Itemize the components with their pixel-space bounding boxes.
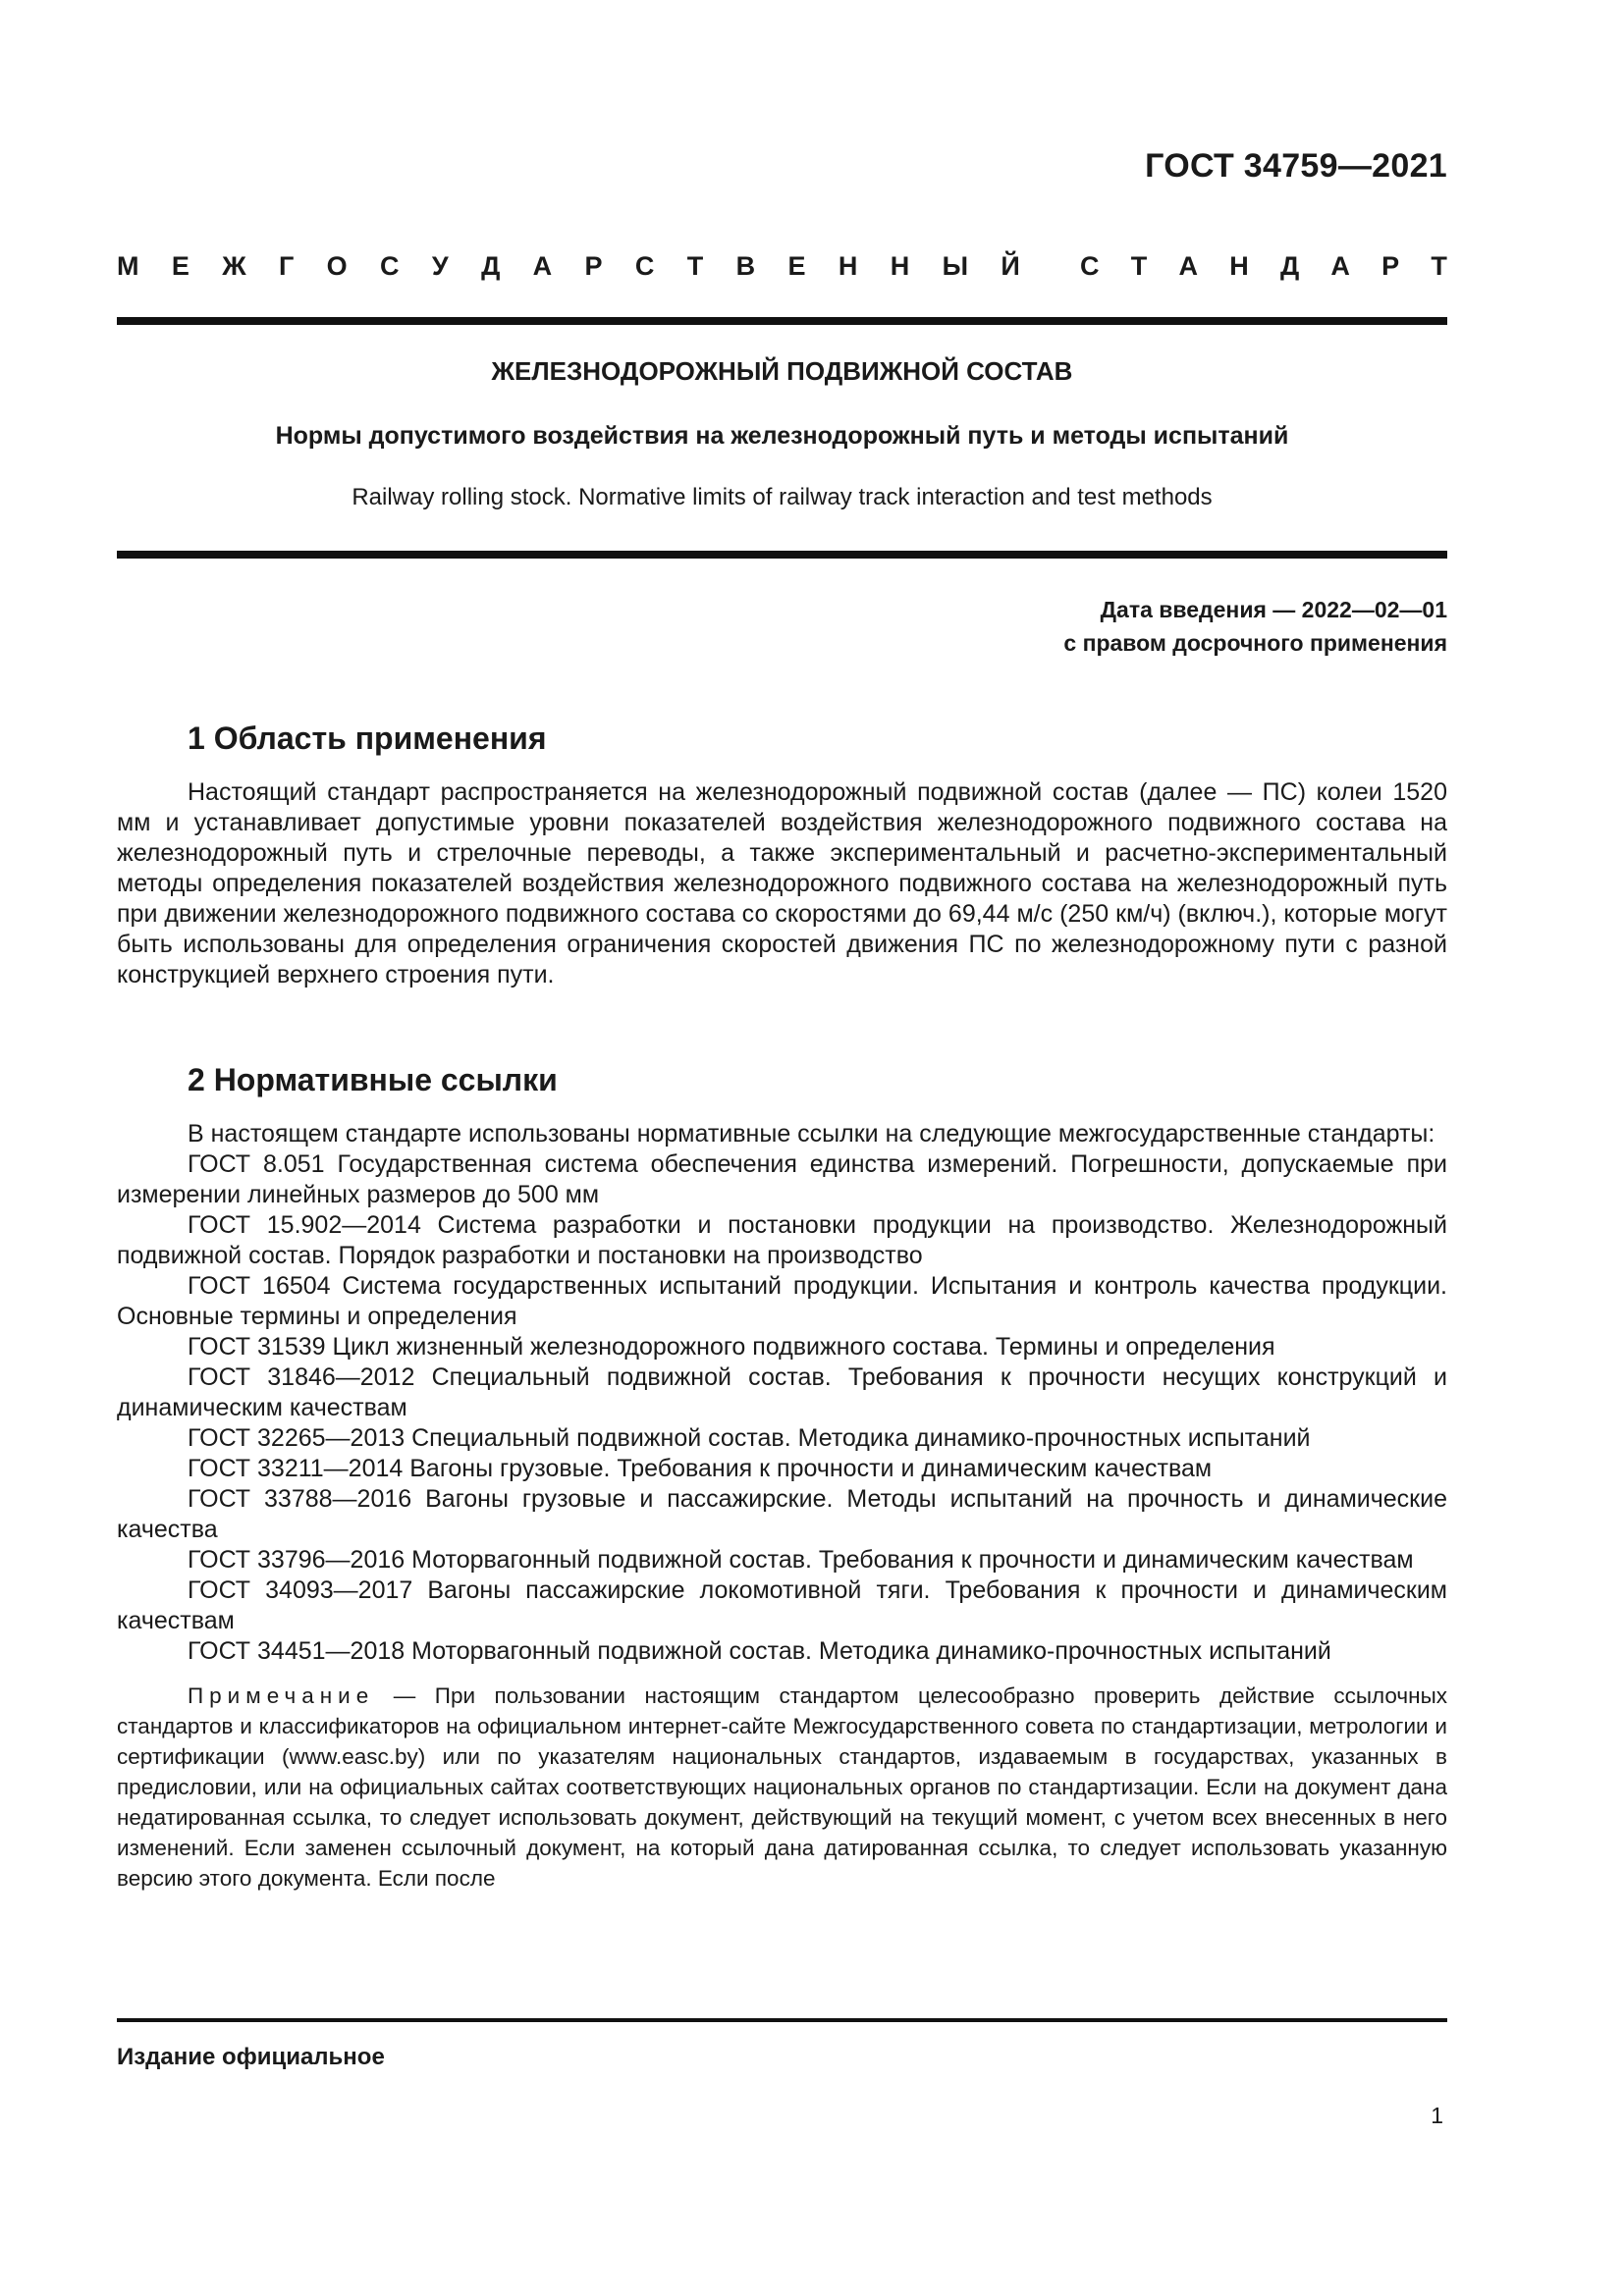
document-subtitle: Нормы допустимого воздействия на железнодорожный путь и методы испытаний	[275, 422, 1289, 450]
reference-item: ГОСТ 34093—2017 Вагоны пассажирские локомотивной тяги. Требования к прочности и динамическим качествам	[117, 1576, 1447, 1634]
official-edition-label: Издание официальное	[117, 2044, 385, 2070]
reference-item: ГОСТ 16504 Система государственных испытаний продукции. Испытания и контроль качества продукции. Основные термины и определения	[117, 1272, 1447, 1330]
early-application-note: с правом досрочного применения	[1063, 630, 1447, 656]
references-intro: В настоящем стандарте использованы нормативные ссылки на следующие межгосударственные стандарты:	[188, 1120, 1435, 1148]
reference-item: ГОСТ 31846—2012 Специальный подвижной состав. Требования к прочности несущих конструкций и динамическим качествам	[117, 1363, 1447, 1421]
introduction-date-block	[1063, 593, 1447, 660]
standard-word: С Т А Н Д А Р Т	[1080, 251, 1447, 281]
top-rule	[117, 317, 1447, 325]
introduction-date: Дата введения — 2022—02—01	[1100, 597, 1447, 622]
document-title: ЖЕЛЕЗНОДОРОЖНЫЙ ПОДВИЖНОЙ СОСТАВ	[491, 356, 1073, 386]
reference-item: ГОСТ 15.902—2014 Система разработки и постановки продукции на производство. Железнодорожный подвижной состав. Порядок разработки и постановки на производство	[117, 1211, 1447, 1269]
document-code: ГОСТ 34759—2021	[1145, 147, 1447, 185]
note-label: Примечание	[188, 1683, 375, 1708]
reference-item: ГОСТ 8.051 Государственная система обеспечения единства измерений. Погрешности, допускаемые при измерении линейных размеров до 500 мм	[117, 1150, 1447, 1208]
reference-item: ГОСТ 32265—2013 Специальный подвижной состав. Методика динамико-прочностных испытаний	[188, 1424, 1311, 1452]
note-text: — При пользовании настоящим стандартом целесообразно проверить действие ссылочных стандартов и классификаторов на официальном интернет-сайте Межгосударственного совета по стандартизации, метрологии и сертификации (www.easc.by) или по указателям национальных стандартов, издаваемым в государствах, указанных в предисловии, или на официальных сайтах соответствующих национальных органов по стандартизации. Если на документ дана недатированная ссылка, то следует использовать документ, действующий на текущий момент, с учетом всех внесенных в него изменений. Если заменен ссылочный документ, на который дана датированная ссылка, то следует использовать указанную версию этого документа. Если после	[117, 1683, 1447, 1891]
section-heading: 1 Область применения	[188, 721, 547, 756]
reference-item: ГОСТ 33796—2016 Моторвагонный подвижной состав. Требования к прочности и динамическим качествам	[188, 1546, 1414, 1574]
reference-item: ГОСТ 34451—2018 Моторвагонный подвижной состав. Методика динамико-прочностных испытаний	[188, 1637, 1331, 1665]
section-heading: 2 Нормативные ссылки	[188, 1062, 558, 1097]
english-title: Railway rolling stock. Normative limits of railway track interaction and test methods	[352, 484, 1213, 510]
reference-item: ГОСТ 33788—2016 Вагоны грузовые и пассажирские. Методы испытаний на прочность и динамические качества	[117, 1485, 1447, 1543]
footer-rule	[117, 2018, 1447, 2022]
section-normative-references	[117, 1060, 1447, 1894]
page-number: 1	[1431, 2103, 1443, 2128]
interstate-word: М Е Ж Г О С У Д А Р С Т В Е Н Н Ы Й	[117, 251, 1020, 281]
reference-note	[117, 1681, 1447, 1894]
reference-item: ГОСТ 31539 Цикл жизненный железнодорожного подвижного состава. Термины и определения	[188, 1333, 1275, 1361]
title-rule	[117, 551, 1447, 559]
section-scope	[117, 719, 1447, 990]
scope-paragraph: Настоящий стандарт распространяется на железнодорожный подвижной состав (далее — ПС) колеи 1520 мм и устанавливает допустимые уровни показателей воздействия железнодорожного подвижного состава на железнодорожный путь и стрелочные переводы, а также экспериментальный и расчетно-экспериментальный методы определения показателей воздействия железнодорожного подвижного состава на железнодорожный путь при движении железнодорожного подвижного состава со скоростями до 69,44 м/с (250 км/ч) (включ.), которые могут быть использованы для определения ограничения скоростей движения ПС по железнодорожному пути с разной конструкцией верхнего строения пути.	[117, 778, 1447, 988]
interstate-standard-banner	[117, 251, 1447, 282]
reference-item: ГОСТ 33211—2014 Вагоны грузовые. Требования к прочности и динамическим качествам	[188, 1455, 1213, 1482]
